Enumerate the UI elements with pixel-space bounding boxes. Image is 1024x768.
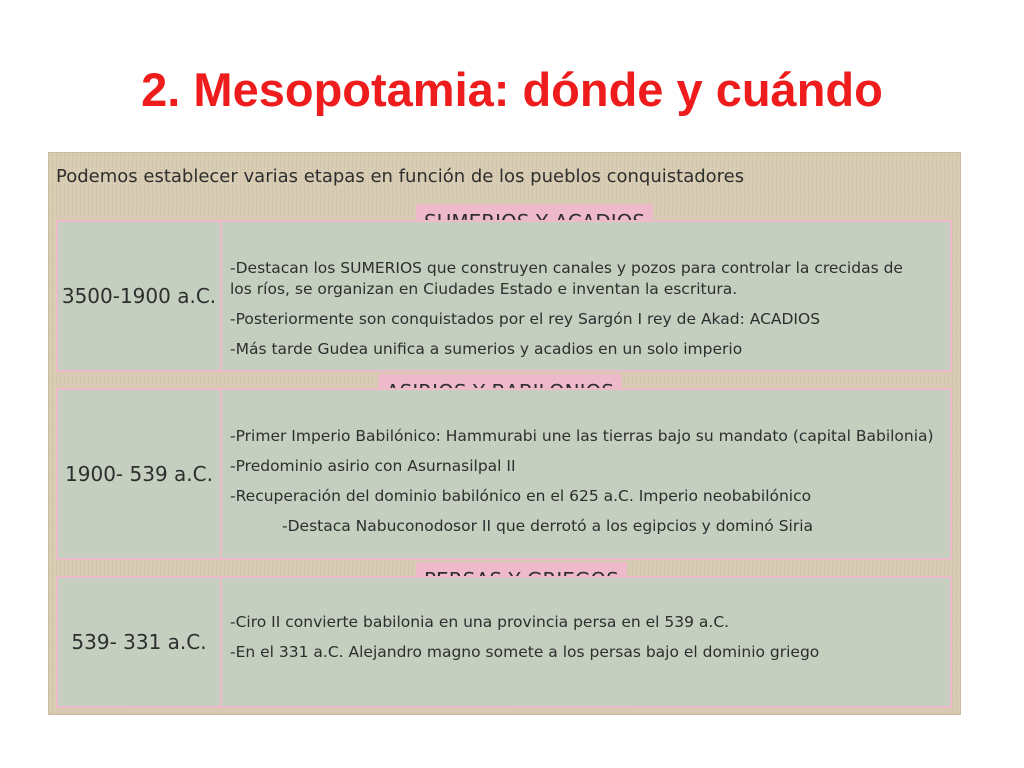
period-block-asirios-babilonios <box>56 388 952 560</box>
period-line: -En el 331 a.C. Alejandro magno somete a los persas bajo el dominio griego <box>230 643 820 661</box>
panel-intro: Podemos establecer varias etapas en función de los pueblos conquistadores <box>56 166 745 187</box>
period-line: -Primer Imperio Babilónico: Hammurabi une las tierras bajo su mandato (capital Babilonia) <box>230 427 934 445</box>
period-description <box>222 578 950 706</box>
period-line: -Destaca Nabuconodosor II que derrotó a los egipcios y dominó Siria <box>282 517 814 535</box>
period-line: -Posteriormente son conquistados por el rey Sargón I rey de Akad: ACADIOS <box>230 310 821 328</box>
period-block-persas-griegos <box>56 576 952 708</box>
period-line: -Predominio asirio con Asurnasilpal II <box>230 457 516 475</box>
period-block-sumerios-acadios <box>56 220 952 372</box>
period-dates: 3500-1900 a.C. <box>58 222 222 370</box>
timeline-panel <box>48 152 961 715</box>
slide-title: 2. Mesopotamia: dónde y cuándo <box>141 63 883 116</box>
period-line: -Recuperación del dominio babilónico en el 625 a.C. Imperio neobabilónico <box>230 487 812 505</box>
period-line: -Ciro II convierte babilonia en una provincia persa en el 539 a.C. <box>230 613 730 631</box>
period-description <box>222 390 950 558</box>
period-line: los ríos, se organizan en Ciudades Estado e inventan la escritura. <box>230 280 738 298</box>
period-dates: 539- 331 a.C. <box>58 578 222 706</box>
period-line: -Destacan los SUMERIOS que construyen canales y pozos para controlar la crecidas de <box>230 259 903 277</box>
period-dates: 1900- 539 a.C. <box>58 390 222 558</box>
period-line: -Más tarde Gudea unifica a sumerios y acadios en un solo imperio <box>230 340 743 358</box>
period-description <box>222 222 950 370</box>
